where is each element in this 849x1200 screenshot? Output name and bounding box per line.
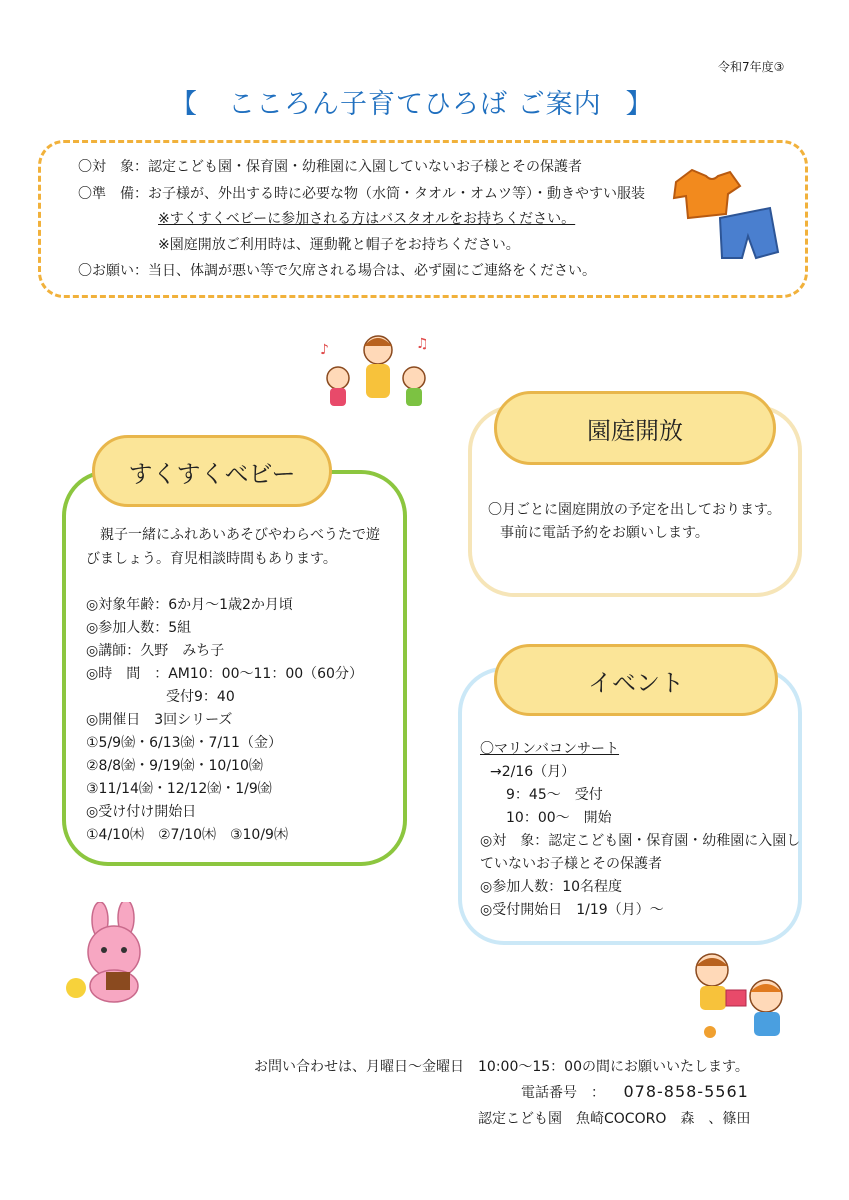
sukusuku-count: ◎参加人数：5組 — [86, 620, 192, 636]
title-bracket-close: 】 — [625, 89, 654, 120]
event-target-2: ていないお子様とその保護者 — [480, 856, 662, 872]
chick-icon — [66, 978, 86, 998]
event-title: 〇マリンバコンサート — [480, 741, 620, 757]
contact-org: 認定こども園 魚崎COCORO 森 、篠田 — [478, 1111, 751, 1127]
sukusuku-reception: 受付9：40 — [166, 689, 235, 705]
info-target-text: 認定こども園・保育園・幼稚園に入園していないお子様とその保護者 — [148, 159, 582, 175]
t-shirt-icon — [674, 170, 740, 218]
sukusuku-intro-1: 親子一緒にふれあいあそびやわらべうたで遊 — [100, 527, 380, 543]
info-target-label: 〇対 象： — [78, 159, 148, 175]
sukusuku-age: ◎対象年齢：6か月～1歳2か月頃 — [86, 597, 293, 613]
sukusuku-lecturer: ◎講師：久野 みち子 — [86, 643, 225, 659]
info-target — [78, 156, 582, 176]
info-request-text: 当日、体調が悪い等で欠席される場合は、必ず園にご連絡をください。 — [148, 263, 596, 279]
info-request — [78, 260, 596, 280]
info-prep — [78, 183, 645, 203]
chick-icon-small — [704, 1026, 716, 1038]
sukusuku-time: ◎時 間 ：AM10：00～11：00（60分） — [86, 666, 363, 682]
contact-hours: お問い合わせは、月曜日～金曜日 10:00～15：00の間にお願いいたします。 — [254, 1059, 749, 1075]
info-prep-note-1: ※すくすくベビーに参加される方はバスタオルをお持ちください。 — [158, 211, 576, 227]
event-heading: イベント — [494, 644, 778, 716]
family-dancing-illustration — [316, 326, 440, 416]
event-reception: 9：45～ 受付 — [506, 787, 603, 803]
boy-figure — [750, 980, 782, 1036]
sukusuku-signup-label: ◎受け付け開始日 — [86, 804, 197, 820]
sukusuku-series-3: ③11/14㈮・12/12㈮・1/9㈮ — [86, 781, 272, 797]
rabbit-icon — [88, 902, 140, 1002]
child-figure-left — [327, 367, 349, 406]
teien-open-heading: 園庭開放 — [494, 391, 776, 465]
clothes-illustration — [662, 160, 782, 268]
title-bracket-open: 【 — [170, 89, 198, 120]
girl-figure — [696, 954, 728, 1010]
sukusuku-series-2: ②8/8㈮・9/19㈮・10/10㈮ — [86, 758, 263, 774]
info-prep-label: 〇準 備： — [78, 186, 148, 202]
event-count: ◎参加人数：10名程度 — [480, 879, 623, 895]
event-target-1: ◎対 象：認定こども園・保育園・幼稚園に入園し — [480, 833, 801, 849]
shorts-icon — [720, 208, 778, 258]
sukusuku-baby-heading: すくすくベビー — [92, 435, 332, 507]
svg-text:♫: ♫ — [416, 336, 429, 352]
sukusuku-dates-label: ◎開催日 3回シリーズ — [86, 712, 233, 728]
event-signup: ◎受付開始日 1/19（月）～ — [480, 902, 664, 918]
svg-text:♪: ♪ — [320, 342, 329, 358]
child-figure-right — [403, 367, 425, 406]
sukusuku-intro-2: びましょう。育児相談時間もあります。 — [86, 551, 337, 567]
gift-box-icon — [726, 990, 746, 1006]
contact-phone — [521, 1082, 749, 1102]
info-prep-text: お子様が、外出する時に必要な物（水筒・タオル・オムツ等）・動きやすい服装 — [148, 186, 645, 202]
sukusuku-series-1: ①5/9㈮・6/13㈮・7/11（金） — [86, 735, 282, 751]
title-text: こころん子育てひろば ご案内 — [228, 89, 602, 120]
event-date: →2/16（月） — [490, 764, 576, 780]
info-prep-note-2: ※園庭開放ご利用時は、運動靴と帽子をお持ちください。 — [158, 237, 520, 253]
sukusuku-signup-dates: ①4/10㈭ ②7/10㈭ ③10/9㈭ — [86, 827, 288, 843]
teien-line-2: 事前に電話予約をお願いします。 — [500, 525, 709, 541]
contact-phone-label: 電話番号 ： — [521, 1085, 605, 1101]
children-gift-illustration — [686, 948, 796, 1046]
teien-line-1: 〇月ごとに園庭開放の予定を出しております。 — [488, 502, 781, 518]
event-start: 10：00～ 開始 — [506, 810, 612, 826]
contact-phone-number: 078-858-5561 — [623, 1082, 749, 1101]
info-request-label: 〇お願い： — [78, 263, 148, 279]
rabbit-illustration — [62, 902, 166, 1006]
page-title — [170, 82, 670, 121]
mother-figure — [364, 336, 392, 398]
year-label: 令和7年度③ — [718, 60, 785, 74]
